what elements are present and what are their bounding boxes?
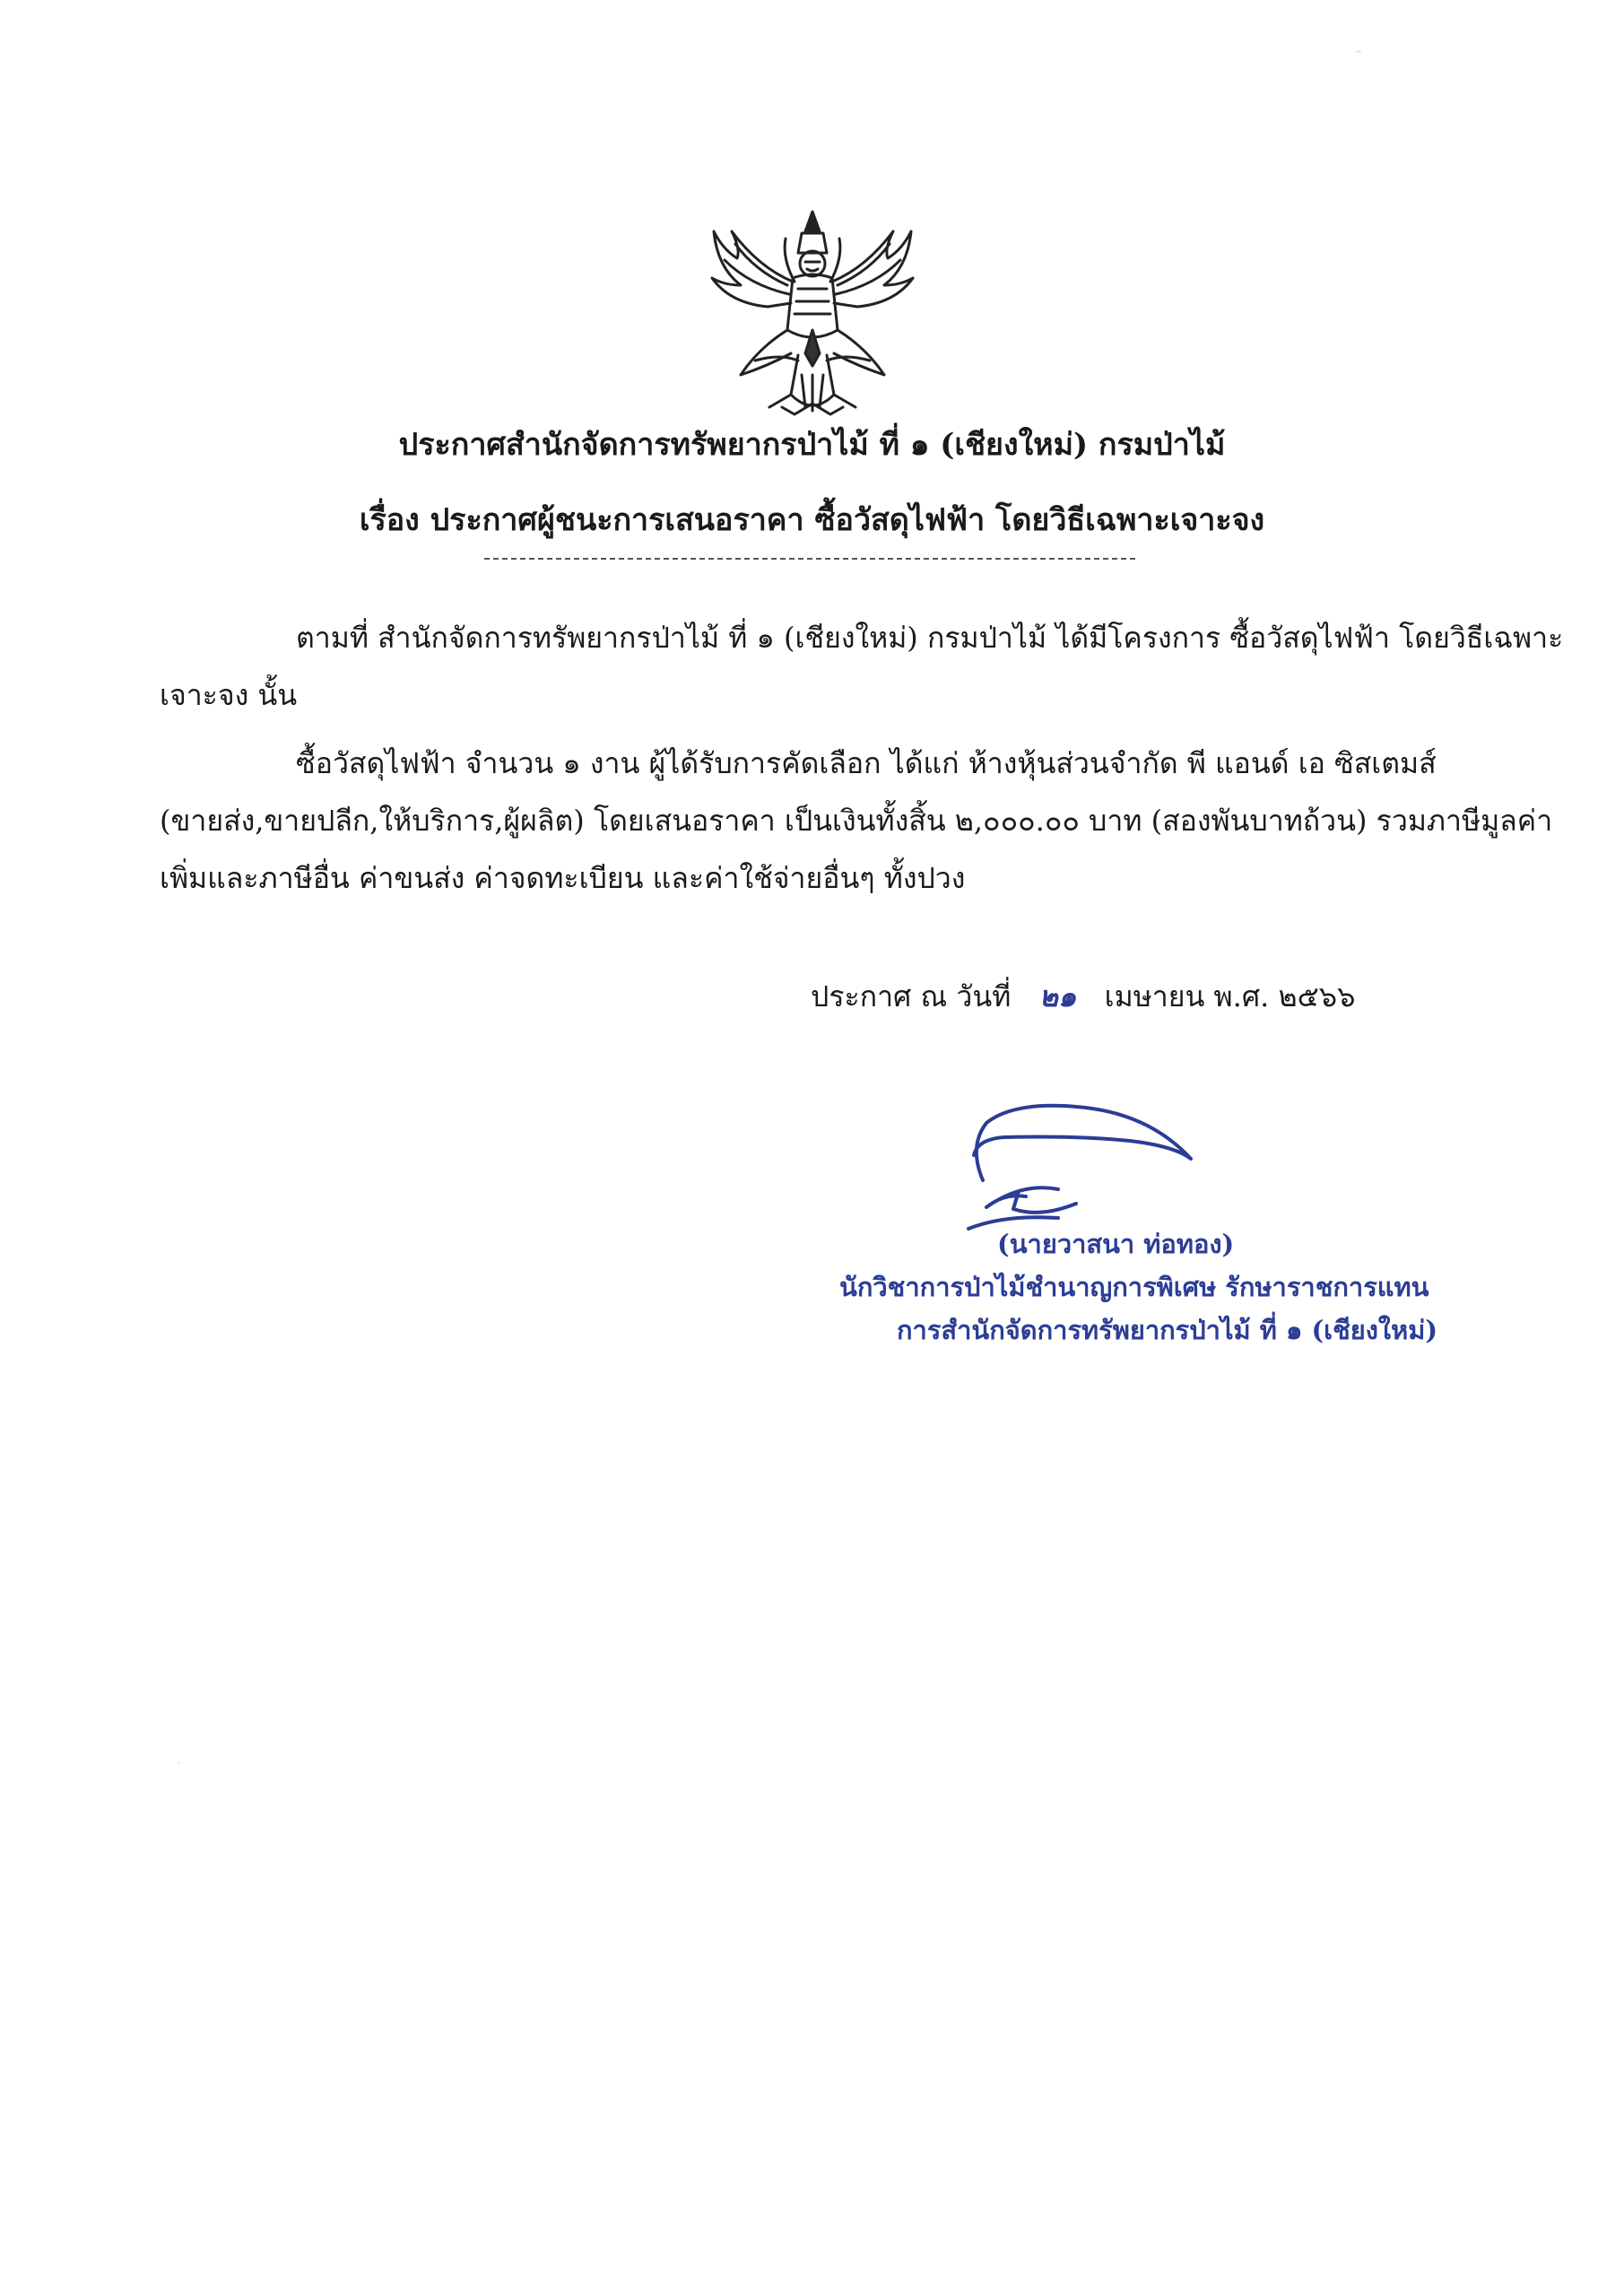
scan-speck (1356, 50, 1361, 53)
date-month-year: เมษายน พ.ศ. ๒๕๖๖ (1104, 979, 1356, 1013)
signatory-position-2: การสำนักจัดการทรัพยากรป่าไม้ ที่ ๑ (เชียงใหม่) (897, 1315, 1438, 1345)
scan-speck (178, 1761, 180, 1764)
signatory-name: (นายวาสนา ท่อทอง) (997, 1229, 1235, 1259)
handwritten-signature (951, 1092, 1220, 1245)
date-line (811, 974, 1355, 1020)
paragraph-1-line-1: ตามที่ สำนักจัดการทรัพยากรป่าไม้ ที่ ๑ (เชียงใหม่) กรมป่าไม้ ได้มีโครงการ ซื้อวัสดุไฟฟ้า โดยวิธีเฉพาะ (296, 621, 1564, 655)
paragraph-1-line-2: เจาะจง นั้น (160, 678, 298, 712)
announcement-title: ประกาศสำนักจัดการทรัพยากรป่าไม้ ที่ ๑ (เชียงใหม่) กรมป่าไม้ (398, 427, 1226, 463)
paragraph-2-line-3: เพิ่มและภาษีอื่น ค่าขนส่ง ค่าจดทะเบียน และค่าใช้จ่ายอื่นๆ ทั้งปวง (160, 861, 966, 895)
title-divider (484, 558, 1135, 560)
date-prefix: ประกาศ ณ วันที่ (811, 979, 1012, 1013)
signatory-position-1: นักวิชาการป่าไม้ชำนาญการพิเศษ รักษาราชการแทน (839, 1272, 1429, 1302)
date-day-handwritten: ๒๑ (1038, 979, 1077, 1013)
announcement-subject: เรื่อง ประกาศผู้ชนะการเสนอราคา ซื้อวัสดุไฟฟ้า โดยวิธีเฉพาะเจาะจง (359, 502, 1265, 538)
garuda-emblem-icon (705, 196, 920, 418)
paragraph-2-line-2: (ขายส่ง,ขายปลีก,ให้บริการ,ผู้ผลิต) โดยเสนอราคา เป็นเงินทั้งสิ้น ๒,๐๐๐.๐๐ บาท (สองพันบาทถ้วน) รวมภาษีมูลค่า (160, 804, 1553, 838)
paragraph-2-line-1: ซื้อวัสดุไฟฟ้า จำนวน ๑ งาน ผู้ได้รับการคัดเลือก ได้แก่ ห้างหุ้นส่วนจำกัด พี แอนด์ เอ ซิสเตมส์ (296, 746, 1437, 780)
